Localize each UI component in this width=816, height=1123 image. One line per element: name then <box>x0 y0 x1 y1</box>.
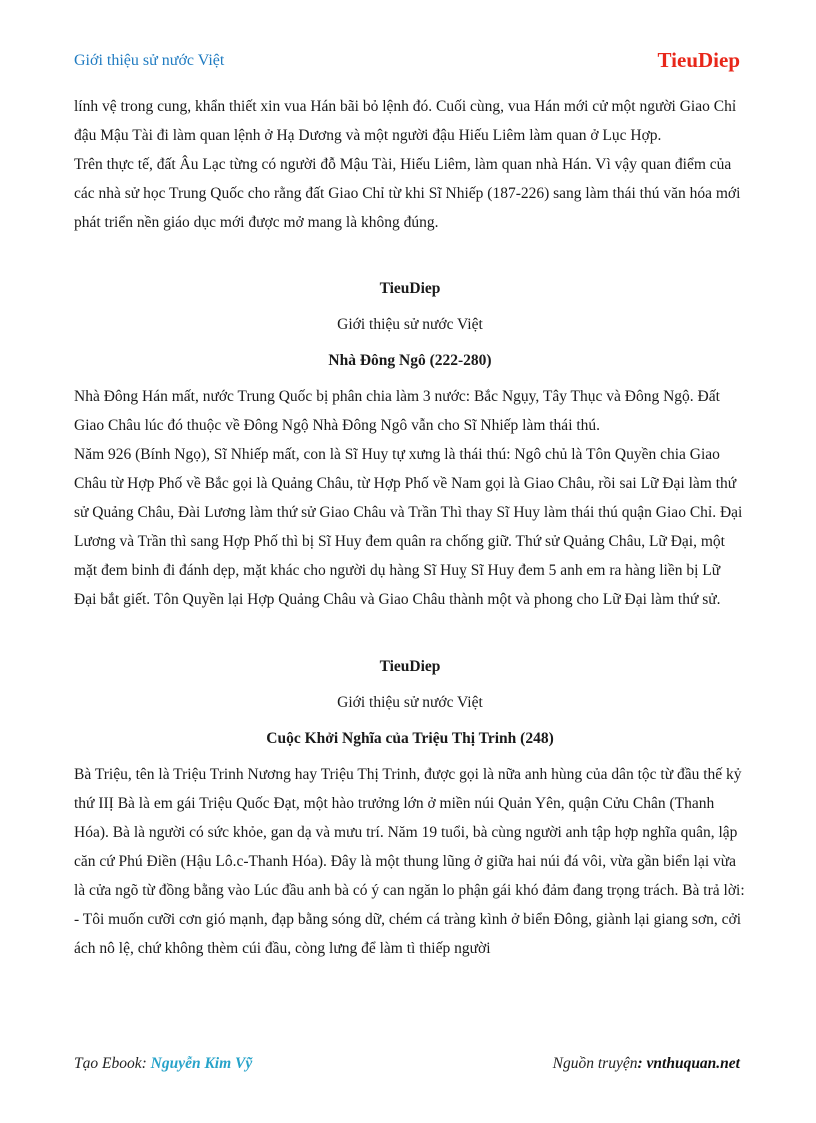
footer-source-site[interactable]: vnthuquan.net <box>646 1055 740 1072</box>
section-brand: TieuDiep <box>379 658 441 675</box>
section-title: Nhà Đông Ngô (222-280) <box>328 352 492 369</box>
paragraph: Năm 926 (Bính Ngọ), Sĩ Nhiếp mất, con là Sĩ Huy tự xưng là thái thú: Ngô chủ là Tôn Quyền chia Giao Châu từ Hợp Phố về Bắc gọi là Quảng Châu, từ Hợp Phố về Nam gọi là Giao Châu, rồi sai Lữ Đại làm thứ sử Quảng Châu, Đài Lương làm thứ sử Giao Châu và Trần Thì thay Sĩ Huy làm thái thú quận Giao Chỉ. Đại Lương và Trần thì sang Hợp Phố thì bị Sĩ Huy đem quân ra chống giữ. Thứ sử Quảng Châu, Lữ Đại, một mặt đem binh đi đánh dẹp, mặt khác cho người dụ hàng Sĩ Huỵ Sĩ Huy đem 5 anh em ra hàng liền bị Lữ Đại bắt giết. Tôn Quyền lại Hợp Quảng Châu và Giao Châu thành một và phong cho Lữ Đại làm thứ sử. <box>74 446 743 608</box>
footer-author: Nguyễn Kim Vỹ <box>150 1055 253 1072</box>
paragraph: Nhà Đông Hán mất, nước Trung Quốc bị phân chia làm 3 nước: Bắc Ngụy, Tây Thục và Đông Ngộ. Đất Giao Châu lúc đó thuộc về Đông Ngộ Nhà Đông Ngô vẫn cho Sĩ Nhiếp làm thái thú. <box>74 388 720 434</box>
footer-separator: : <box>637 1055 647 1072</box>
paragraph: Bà Triệu, tên là Triệu Trinh Nương hay Triệu Thị Trinh, được gọi là nữa anh hùng của dân tộc từ đầu thế kỷ thứ IIỊ Bà là em gái Triệu Quốc Đạt, một hào trưởng lớn ở miền núi Quản Yên, quận Cửu Chân (Thanh Hóa). Bà là người có sức khỏe, gan dạ và mưu trí. Năm 19 tuổi, bà cùng người anh tập hợp nghĩa quân, lập căn cứ Phú Điền (Hậu Lô.c-Thanh Hóa). Đây là một thung lũng ở giữa hai núi đá vôi, vừa gần biển lại vừa là cửa ngõ từ đồng bằng vào Lúc đầu anh bà có ý can ngăn lo phận gái khó đảm đang trọng trách. Bà trả lời: <box>74 766 745 899</box>
footer-source-credit <box>553 1055 740 1073</box>
paragraph: - Tôi muốn cưỡi cơn gió mạnh, đạp bằng sóng dữ, chém cá tràng kình ở biển Đông, giành lại giang sơn, cởi ách nô lệ, chứ không thèm cúi đầu, còng lưng để làm tì thiếp người <box>74 911 742 957</box>
header-title: Giới thiệu sử nước Việt <box>74 52 225 69</box>
footer-separator: : <box>141 1055 151 1072</box>
footer-ebook-credit <box>74 1055 252 1073</box>
paragraph: Trên thực tế, đất Âu Lạc từng có người đỗ Mậu Tài, Hiếu Liêm, làm quan nhà Hán. Vì vậy quan điểm của các nhà sử học Trung Quốc cho rằng đất Giao Chỉ từ khi Sĩ Nhiếp (187-226) sang làm thái thú văn hóa mới phát triển nền giáo dục mới được mở mang là không đúng. <box>74 156 741 231</box>
section-title: Cuộc Khởi Nghĩa của Triệu Thị Trinh (248) <box>266 730 554 747</box>
page-body <box>74 92 746 963</box>
section-subtitle: Giới thiệu sử nước Việt <box>337 694 483 711</box>
footer-source-label: Nguồn truyện <box>552 1055 638 1072</box>
header-brand: TieuDiep <box>657 48 740 72</box>
footer-ebook-label: Tạo Ebook <box>74 1055 142 1072</box>
paragraph: lính vệ trong cung, khẩn thiết xin vua Hán bãi bỏ lệnh đó. Cuối cùng, vua Hán mới cử một người Giao Chỉ đậu Mậu Tài đi làm quan lệnh ở Hạ Dương và một người đậu Hiếu Liêm làm quan ở Lục Hợp. <box>74 98 737 144</box>
section-brand: TieuDiep <box>379 280 441 297</box>
section-subtitle: Giới thiệu sử nước Việt <box>337 316 483 333</box>
